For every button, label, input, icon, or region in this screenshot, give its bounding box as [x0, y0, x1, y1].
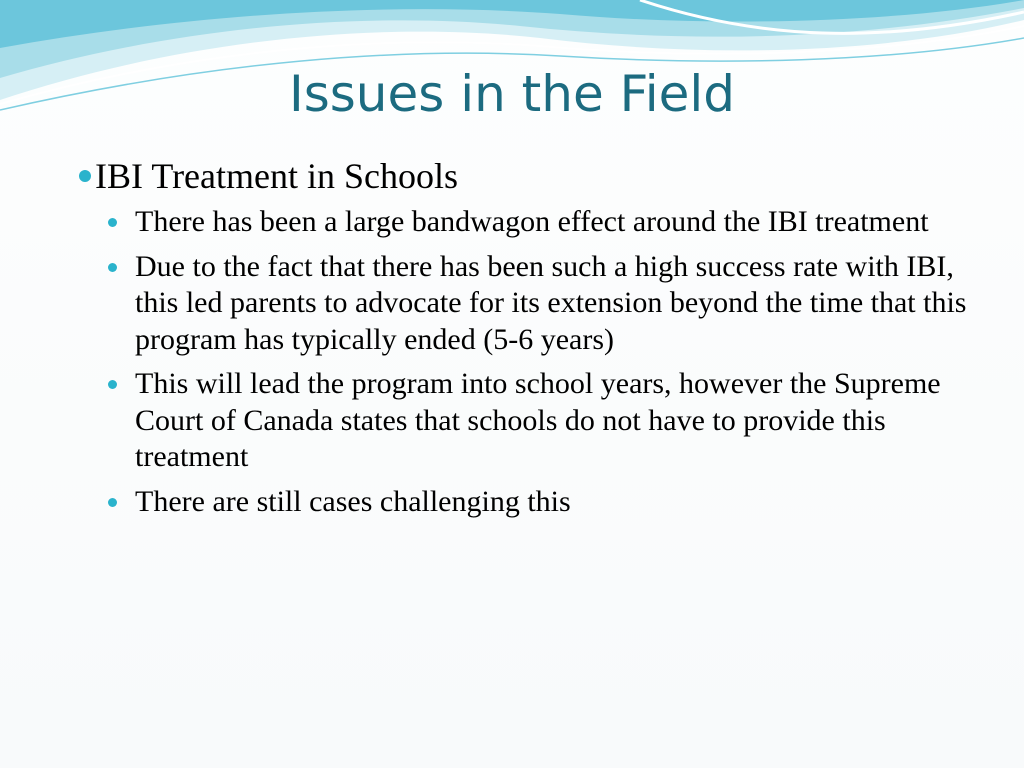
sub-bullet-icon: [108, 263, 117, 272]
main-bullet-text: IBI Treatment in Schools: [95, 156, 459, 196]
slide-content: [92, 154, 972, 528]
sub-bullet-item: [135, 249, 972, 359]
main-bullet-icon: [79, 170, 91, 182]
sub-bullet-item: [135, 484, 972, 521]
sub-bullet-item: [135, 366, 972, 476]
sub-bullet-icon: [108, 218, 117, 227]
sub-bullet-item: [135, 204, 972, 241]
sub-bullet-text: There has been a large bandwagon effect around the IBI treatment: [135, 205, 929, 238]
sub-bullet-icon: [108, 380, 117, 389]
sub-bullet-text: Due to the fact that there has been such a high success rate with IBI, this led parents to advocate for its extension beyond the time that this program has typically ended (5-6 years): [135, 249, 967, 356]
sub-bullet-text: There are still cases challenging this: [135, 484, 571, 518]
sub-bullet-text: This will lead the program into school years, however the Supreme Court of Canada states that schools do not have to provide this treatment: [135, 367, 941, 473]
sub-bullet-icon: [108, 498, 117, 507]
slide-title: Issues in the Field: [288, 65, 736, 123]
main-bullet-item: [92, 154, 972, 198]
sub-bullet-list: [92, 204, 972, 520]
